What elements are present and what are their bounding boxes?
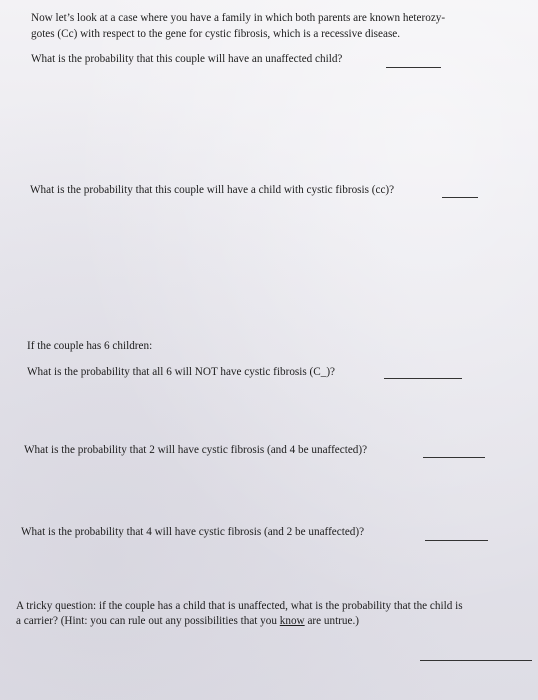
question-all-six-unaffected: What is the probability that all 6 will NOT have cystic fibrosis (C_)? xyxy=(27,366,336,378)
answer-blank-two-with-cf[interactable] xyxy=(423,457,485,458)
question-unaffected-child: What is the probability that this couple will have an unaffected child? xyxy=(31,53,343,65)
six-children-header: If the couple has 6 children: xyxy=(27,340,153,352)
question-two-with-cf: What is the probability that 2 will have cystic fibrosis (and 4 be unaffected)? xyxy=(24,444,368,456)
question-child-with-cf: What is the probability that this couple will have a child with cystic fibrosis (cc)? xyxy=(30,184,395,196)
answer-blank-four-with-cf[interactable] xyxy=(425,540,488,541)
underlined-know: know xyxy=(279,615,305,627)
answer-blank-unaffected-child[interactable] xyxy=(386,67,441,68)
tricky-question-line-1: A tricky question: if the couple has a child that is unaffected, what is the probability that the child is xyxy=(16,600,463,612)
answer-blank-all-six-unaffected[interactable] xyxy=(384,378,462,379)
answer-blank-child-with-cf[interactable] xyxy=(442,197,478,198)
tricky-line-2-start: a carrier? (Hint: you can rule out any possibilities that you xyxy=(16,615,280,627)
intro-line-1: Now let’s look at a case where you have a family in which both parents are known heterozy- xyxy=(31,12,446,24)
tricky-line-2-end: are untrue.) xyxy=(304,615,359,627)
intro-line-2: gotes (Cc) with respect to the gene for cystic fibrosis, which is a recessive disease. xyxy=(31,28,401,40)
tricky-question-line-2 xyxy=(16,614,359,629)
answer-blank-carrier[interactable] xyxy=(420,660,532,661)
question-four-with-cf: What is the probability that 4 will have cystic fibrosis (and 2 be unaffected)? xyxy=(21,526,365,538)
